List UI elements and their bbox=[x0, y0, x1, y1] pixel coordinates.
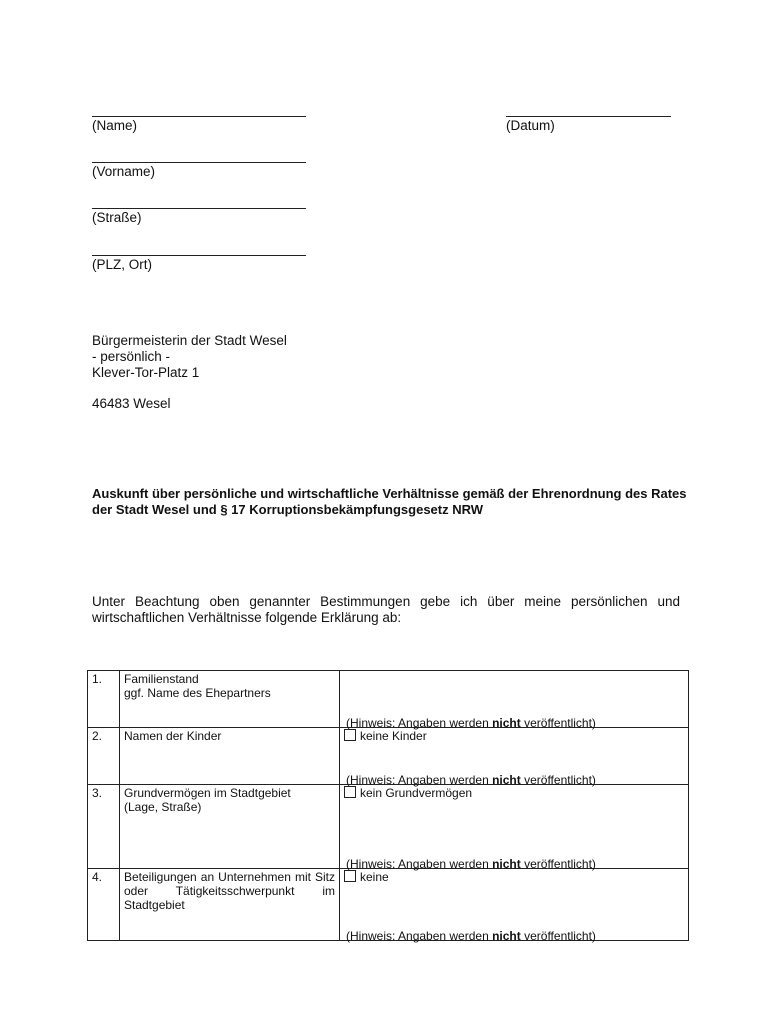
row-label bbox=[120, 671, 340, 728]
hint-text: (Hinweis: Angaben werden nicht veröffentlicht) bbox=[346, 929, 596, 943]
row-label bbox=[120, 728, 340, 785]
checkbox-keine-beteiligungen[interactable]: keine bbox=[344, 870, 684, 884]
table-row bbox=[88, 785, 689, 869]
table-row bbox=[88, 869, 689, 941]
checkbox-icon[interactable] bbox=[344, 786, 356, 798]
hint-text: (Hinweis: Angaben werden nicht veröffentlicht) bbox=[346, 716, 596, 730]
table-row bbox=[88, 671, 689, 728]
recipient-line-3: Klever-Tor-Platz 1 bbox=[92, 365, 200, 380]
date-blank-line[interactable] bbox=[506, 116, 671, 117]
strasse-label: (Straße) bbox=[92, 210, 142, 225]
recipient-line-2: - persönlich - bbox=[92, 349, 171, 364]
answer-field-grundvermoegen[interactable] bbox=[340, 785, 689, 869]
row-label-line: Grundvermögen im Stadtgebiet bbox=[124, 786, 291, 800]
row-label-line: (Lage, Straße) bbox=[124, 800, 202, 814]
answer-field-beteiligungen[interactable] bbox=[340, 869, 689, 941]
strasse-blank-line[interactable] bbox=[92, 208, 306, 209]
name-label: (Name) bbox=[92, 118, 138, 133]
row-number: 3. bbox=[88, 785, 120, 869]
intro-text: Unter Beachtung oben genannter Bestimmungen gebe ich über meine persönlichen und wirtschaftlichen Verhältnisse folgende Erklärung ab: bbox=[92, 594, 680, 625]
row-number: 1. bbox=[88, 671, 120, 728]
row-label-line: Familienstand bbox=[124, 672, 199, 686]
checkbox-icon[interactable] bbox=[344, 729, 356, 741]
row-label: Beteiligungen an Unternehmen mit Sitz oder Tätigkeitsschwerpunkt im Stadtgebiet bbox=[120, 869, 340, 941]
plz-blank-line[interactable] bbox=[92, 255, 306, 256]
row-number: 2. bbox=[88, 728, 120, 785]
row-label-line: Namen der Kinder bbox=[124, 729, 222, 743]
table-row bbox=[88, 728, 689, 785]
vorname-label: (Vorname) bbox=[92, 164, 156, 179]
name-blank-line[interactable] bbox=[92, 116, 306, 117]
hint-text: (Hinweis: Angaben werden nicht veröffentlicht) bbox=[346, 857, 596, 871]
document-title: Auskunft über persönliche und wirtschaftliche Verhältnisse gemäß der Ehrenordnung des Rates der Stadt Wesel und § 17 Korruptionsbekämpfungsgesetz NRW bbox=[92, 486, 687, 517]
checkbox-keine-kinder[interactable]: keine Kinder bbox=[344, 729, 684, 743]
row-label bbox=[120, 785, 340, 869]
answer-field-kinder[interactable] bbox=[340, 728, 689, 785]
answer-field-familienstand[interactable] bbox=[340, 671, 689, 728]
plz-label: (PLZ, Ort) bbox=[92, 257, 152, 272]
recipient-line-1: Bürgermeisterin der Stadt Wesel bbox=[92, 333, 287, 348]
recipient-city: 46483 Wesel bbox=[92, 396, 171, 411]
recipient-address bbox=[92, 333, 287, 381]
date-label: (Datum) bbox=[506, 118, 555, 133]
checkbox-icon[interactable] bbox=[344, 870, 356, 882]
vorname-blank-line[interactable] bbox=[92, 162, 306, 163]
row-number: 4. bbox=[88, 869, 120, 941]
hint-text: (Hinweis: Angaben werden nicht veröffentlicht) bbox=[346, 773, 596, 787]
checkbox-kein-grundvermoegen[interactable]: kein Grundvermögen bbox=[344, 786, 684, 800]
declaration-table bbox=[87, 670, 689, 941]
row-label-line: ggf. Name des Ehepartners bbox=[124, 686, 271, 700]
